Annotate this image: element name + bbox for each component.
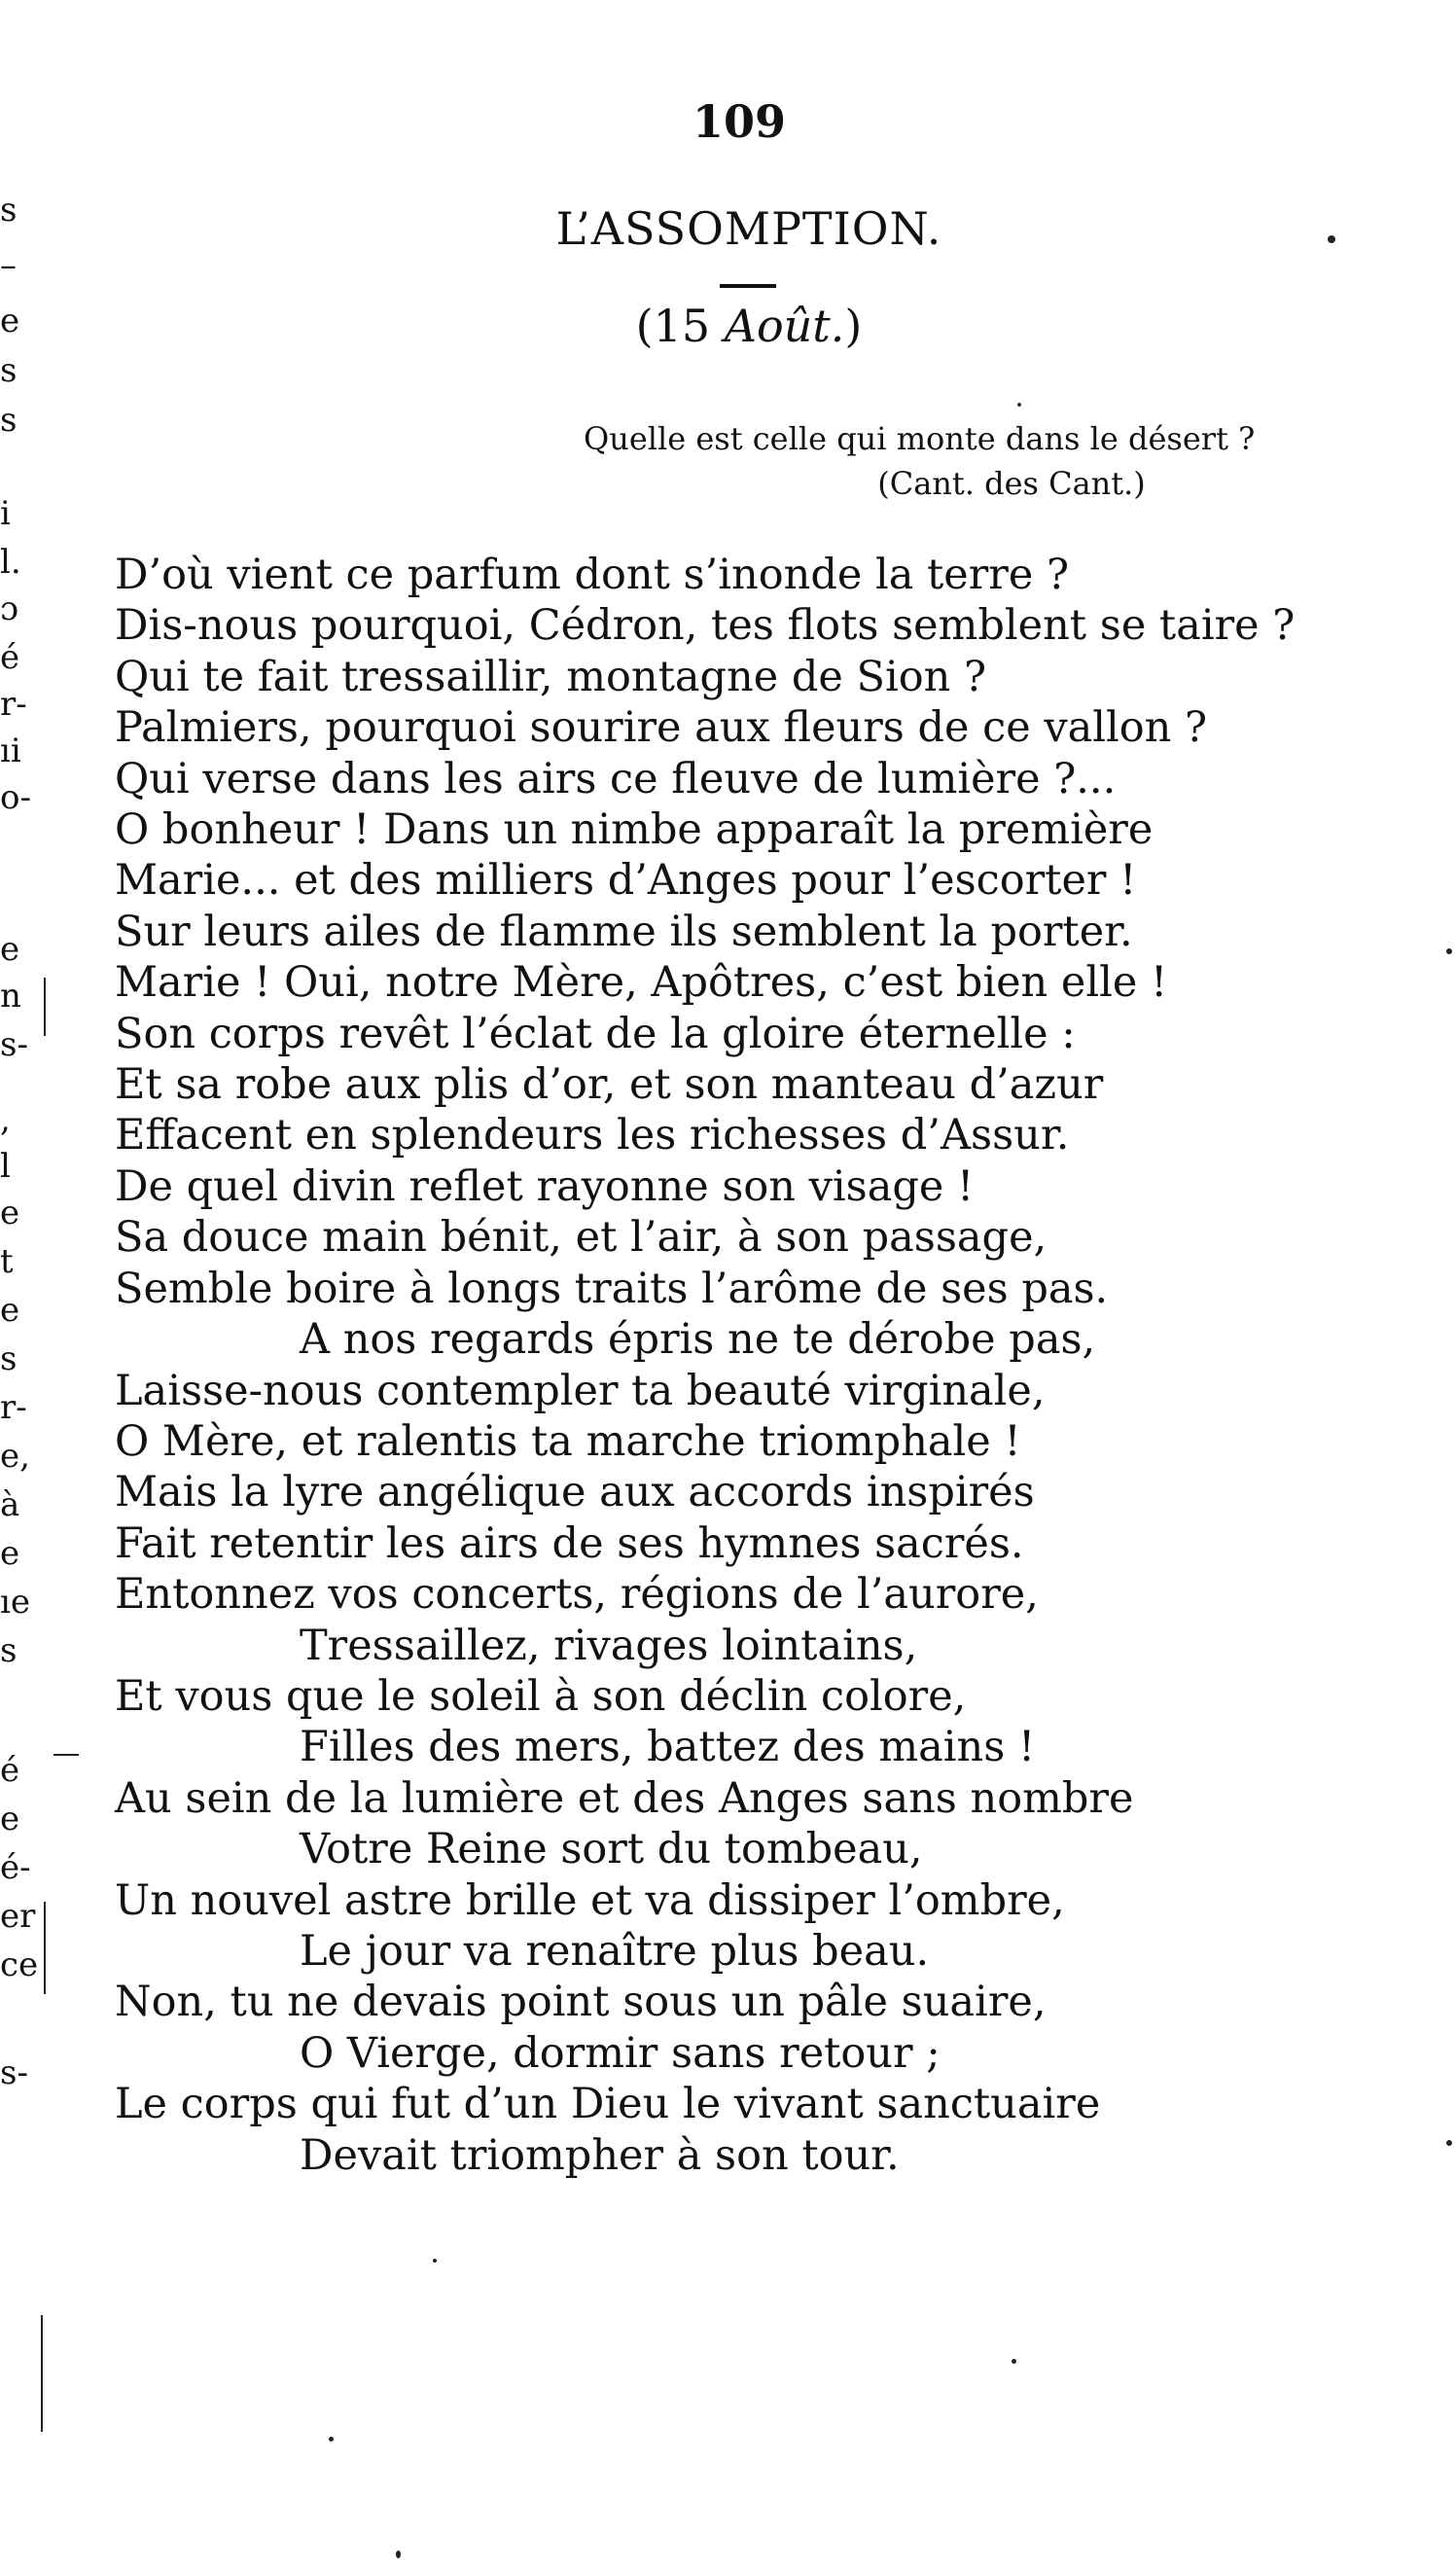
margin-fragment: s [0, 1631, 18, 1670]
margin-fragment: e, [0, 1437, 30, 1476]
margin-fragment: s [0, 401, 18, 440]
poem-line: Son corps revêt l’éclat de la gloire éternelle : [115, 1009, 1076, 1058]
margin-fragment: e [0, 1800, 20, 1838]
margin-fragment: s [0, 1339, 18, 1378]
poem-line: Effacent en splendeurs les richesses d’Assur. [115, 1111, 1070, 1160]
margin-fragment: ce [0, 1945, 39, 1984]
poem-line-indented: Devait triompher à son tour. [300, 2130, 900, 2180]
speck [1446, 2140, 1452, 2146]
title-rule [720, 284, 776, 288]
margin-fragment: r- [0, 1388, 27, 1427]
speck [396, 2551, 401, 2558]
epigraph [584, 416, 1381, 506]
poem-line: Semble boire à longs traits l’arôme de ses pas. [115, 1264, 1109, 1313]
speck [1012, 2359, 1016, 2364]
poem-line: Qui verse dans les airs ce fleuve de lumière ?... [115, 754, 1117, 803]
poem-line-indented: Filles des mers, battez des mains ! [300, 1723, 1036, 1772]
poem-line: Un nouvel astre brille et va dissiper l’ombre, [115, 1875, 1065, 1925]
poem-line: Sa douce main bénit, et l’air, à son passage, [115, 1213, 1048, 1263]
poem-line: D’où vient ce parfum dont s’inonde la terre ? [115, 551, 1070, 599]
margin-fragment: t [0, 1242, 14, 1281]
date-close: ) [844, 300, 863, 352]
epigraph-source: (Cant. des Cant.) [877, 465, 1146, 502]
margin-fragment: – [0, 246, 17, 285]
poem-line: Entonnez vos concerts, régions de l’aurore, [115, 1570, 1039, 1620]
poem-line: Et sa robe aux plis d’or, et son manteau d’azur [115, 1060, 1104, 1110]
poem-line: O Mère, et ralentis ta marche triomphale ! [115, 1416, 1021, 1466]
margin-fragment: é [0, 1751, 20, 1790]
page-number: 109 [692, 95, 787, 148]
margin-fragment: e [0, 930, 20, 969]
poem-line: Non, tu ne devais point sous un pâle suaire, [115, 1978, 1047, 2027]
speck [1446, 948, 1452, 954]
margin-fragment: e [0, 1534, 20, 1573]
poem [115, 550, 1379, 2181]
margin-fragment: ıi [0, 731, 21, 770]
gutter-mark [53, 1754, 79, 1756]
poem-line: Et vous que le soleil à son déclin colore, [115, 1671, 967, 1721]
poem-line: De quel divin reflet rayonne son visage ! [115, 1161, 975, 1211]
poem-line: O bonheur ! Dans un nimbe apparaît la première [115, 805, 1154, 855]
gutter-mark [44, 978, 46, 1036]
margin-fragment: s [0, 351, 18, 390]
speck [1017, 403, 1021, 407]
margin-fragment: r- [0, 685, 27, 724]
margin-fragment: é [0, 638, 20, 677]
poem-line: Le corps qui fut d’un Dieu le vivant sanctuaire [115, 2080, 1101, 2129]
margin-fragment: l. [0, 543, 21, 582]
poem-line: Palmiers, pourquoi sourire aux fleurs de ce vallon ? [115, 703, 1208, 753]
feast-date [584, 300, 914, 352]
margin-fragment: s- [0, 1025, 28, 1064]
poem-line: Marie ! Oui, notre Mère, Apôtres, c’est bien elle ! [115, 958, 1168, 1008]
margin-fragment: s- [0, 2053, 28, 2092]
margin-fragment: er [0, 1897, 36, 1936]
poem-line: Fait retentir les airs de ses hymnes sacrés. [115, 1518, 1024, 1568]
margin-fragment: n [0, 977, 21, 1016]
margin-fragment: e [0, 1194, 20, 1232]
margin-fragment: à [0, 1485, 20, 1524]
page-title: L’ASSOMPTION. [555, 202, 942, 255]
margin-fragment: ıe [0, 1583, 30, 1622]
margin-fragment: ɔ [0, 589, 19, 628]
margin-fragment: e [0, 302, 20, 340]
margin-fragment: i [0, 494, 11, 533]
poem-line: Marie... et des milliers d’Anges pour l’escorter ! [115, 856, 1137, 906]
poem-line: Qui te fait tressaillir, montagne de Sion ? [115, 652, 987, 701]
margin-fragment: e [0, 1291, 20, 1330]
speck [433, 2259, 437, 2263]
margin-fragment: o- [0, 778, 31, 817]
poem-line-indented: Tressaillez, rivages lointains, [300, 1621, 918, 1670]
gutter-mark [41, 2315, 43, 2432]
margin-fragment: é- [0, 1848, 31, 1887]
poem-line: Sur leurs ailes de flamme ils semblent la porter. [115, 907, 1133, 956]
margin-fragment: , [0, 1100, 11, 1139]
epigraph-quote: Quelle est celle qui monte dans le désert ? [584, 420, 1256, 457]
gutter-mark [44, 1902, 46, 1994]
poem-line-indented: O Vierge, dormir sans retour ; [300, 2028, 941, 2078]
date-month: Août. [724, 300, 845, 352]
date-open: (15 [635, 300, 725, 352]
poem-line: Dis-nous pourquoi, Cédron, tes flots semblent se taire ? [115, 601, 1296, 651]
margin-fragment: l [0, 1147, 11, 1186]
poem-line: Laisse-nous contempler ta beauté virginale, [115, 1366, 1046, 1415]
speck [1328, 235, 1335, 243]
poem-line: Mais la lyre angélique aux accords inspirés [115, 1468, 1035, 1517]
margin-fragment: s [0, 191, 18, 230]
speck [329, 2437, 334, 2442]
poem-line: Au sein de la lumière et des Anges sans nombre [115, 1773, 1134, 1823]
poem-line-indented: Le jour va renaître plus beau. [300, 1926, 930, 1976]
poem-line-indented: Votre Reine sort du tombeau, [300, 1825, 923, 1874]
poem-line-indented: A nos regards épris ne te dérobe pas, [300, 1315, 1096, 1365]
